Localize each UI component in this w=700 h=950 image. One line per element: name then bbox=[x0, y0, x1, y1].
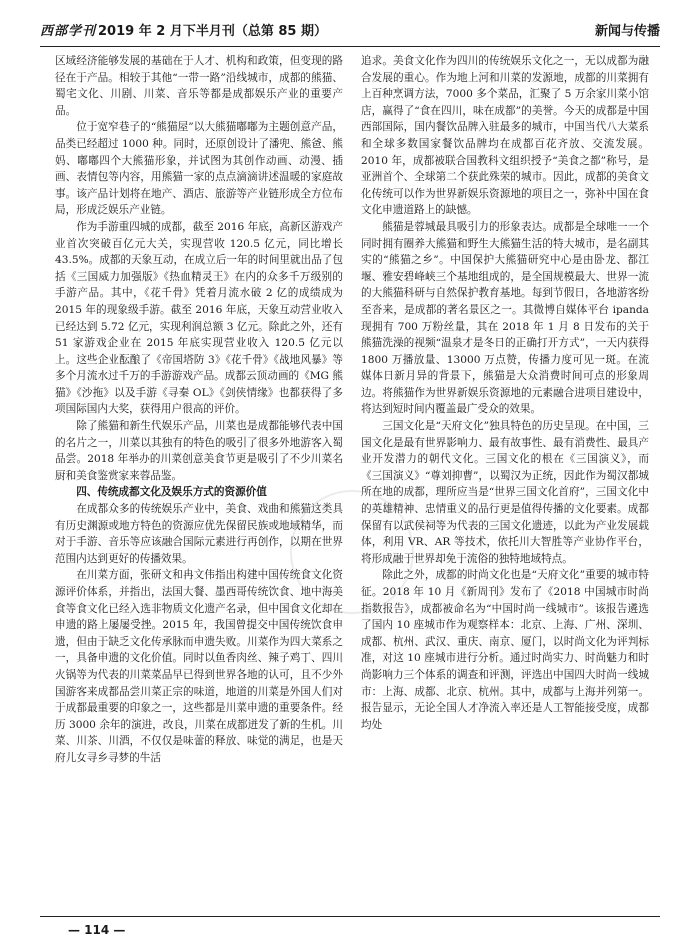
right-column bbox=[361, 53, 649, 923]
body-paragraph: 除此之外，成都的时尚文化也是“天府文化”重要的城市特征。2018 年 10 月《新周刊》发布了《2018 中国城市时尚指数报告》，成都被命名为“中国时尚一线城市”。该报告遴选了国内 10 座城市作为观察样本：北京、上海、广州、深圳、成都、杭州、武汉、重庆、南京、厦门，以时尚文化为评判标准，对这 10 座城市进行分析。通过时尚实力、时尚魅力和时尚影响力三个体系的调查和评测，评选出中国四大时尚一线城市：上海、成都、北京、杭州。其中，成都与上海并列第一。报告显示，无论全国人才净流入率还是人工智能接受度，成都均处 bbox=[361, 569, 649, 731]
body-paragraph: 三国文化是“天府文化”独具特色的历史呈现。在中国，三国文化是最有世界影响力、最有故事性、最有消费性、最具产业开发潜力的朝代文化。三国文化的根在《三国演义》，而《三国演义》“尊刘抑曹”，以蜀汉为正统，因此作为蜀汉都城所在地的成都，理所应当是“世界三国文化首府”，三国文化中的英雄精神、忠情重义的品行更是值得传播的文化要素。成都保留有以武侯祠等为代表的三国文化遗迹，以此为产业发展载体，利用 VR、AR 等技术，依托川大智胜等产业协作平台，将形成融于世界却免于流俗的独特地域特点。 bbox=[361, 420, 649, 565]
body-paragraph: 作为手游重四城的成都，截至 2016 年底，高新区游戏产业首次突破百亿元大关，实现营收 120.5 亿元，同比增长 43.5%。成都的天象互动，在成立后一年的时间里就出品了包括《三国威力加强版》《热血精灵王》在内的众多千万级别的手游产品。其中，《花千骨》凭着月流水破 2 亿的成绩成为 2015 年的现象级手游。截至 2016 年底，天象互动营业收入已经达到 5.72 亿元，实现利润总额 3 亿元。除此之外，还有 51 家游戏企业在 2015 年底实现营业收入 120.5 亿元以上。这些企业酝酿了《帝国塔防 3》《花千骨》《战地风暴》等多个月流水过千万的手游游戏产品。成都云顶动画的《MG 熊猫》《沙拖》以及手游《寻秦 OL》《剑侠情缘》也都获得了多项国际国内大奖，获得用户很高的评价。 bbox=[55, 220, 343, 416]
watermark-seal bbox=[290, 490, 414, 614]
page-header bbox=[40, 16, 660, 47]
section-title: 新闻与传播 bbox=[594, 24, 660, 39]
body-paragraph: 熊猫是蓉城最具吸引力的形象表达。成都是全球唯一一个同时拥有圈养大熊猫和野生大熊猫生活的特大城市，是名副其实的“熊猫之乡”。中国保护大熊猫研究中心是由卧龙、都江堰、雅安碧峰峡三个基地组成的，是全国规模最大、世界一流的大熊猫科研与自然保护教育基地。每到节假日，各地游客纷至沓来，是成都的著名景区之一。其微博自媒体平台 ipanda 现拥有 700 万粉丝量，其在 2018 年 1 月 8 日发布的关于熊猫洗澡的视频“温泉才是冬日的正确打开方式”，一天内获得 1800 万播放量、13000 万点赞，传播力度可见一斑。在流媒体日新月异的背景下，熊猫是大众消费时间可点的形象周边。将熊猫作为世界新娱乐资源地的元素融合进项目建设中，将达到短时间内覆盖最广受众的效果。 bbox=[361, 220, 649, 416]
body-paragraph: 在成都众多的传统娱乐产业中，美食、戏曲和熊猫这类具有历史渊源或地方特色的资源应优先保留民族或地域精华，而对于手游、音乐等应该融合国际元素进行再创作，以期在世界范围内达到更好的传播效果。 bbox=[55, 503, 343, 565]
page-number: — 114 — bbox=[68, 923, 126, 937]
body-paragraph: 在川菜方面，张研文和冉文伟指出构建中国传统食文化资源评价体系，并指出，法国大餐、墨西哥传统饮食、地中海美食等食文化已经入选非物质文化遗产名录，但中国食文化却在申遗的路上屡屡受挫。2015 年，我国曾提交中国传统饮食申遗，但由于缺乏文化传承脉而申遗失败。川菜作为四大菜系之一，具备申遗的文化价值。同时以鱼香肉丝、辣子鸡丁、四川火锅等为代表的川菜菜品早已得到世界各地的认可，且不少外国游客来成都品尝川菜正宗的味道，地道的川菜是外国人们对于成都最重要的印象之一，这些都是川菜申遗的重要条件。经历 3000 余年的演进，改良，川菜在成都迸发了新的生机。川菜、川茶、川酒，不仅仅是味蕾的释放、味觉的满足，也是天府儿女寻乡寻梦的牛活 bbox=[55, 569, 343, 764]
body-paragraph: 追求。美食文化作为四川的传统娱乐文化之一，无以成都为融合发展的重心。作为地上河和川菜的发源地，成都的川菜拥有上百种烹调方法，7000 多个菜品，汇聚了 5 万余家川菜小馆店，赢得了“食在四川，味在成都”的美誉。今天的成都是中国西部国际，国内餐饮品牌入驻最多的城市，中国当代八大菜系和全球多数国家餐饮品牌均在成都百花齐放、交流发展。2010 年，成都被联合国教科文组织授予“美食之都”称号，是亚洲首个、全球第二个获此殊荣的城市。因此，成都的美食文化传统可以作为世界新娱乐资源地的项目之一，弥补中国在食文化申遗道路上的缺憾。 bbox=[361, 55, 649, 217]
section-heading: 四、传统成都文化及娱乐方式的资源价值 bbox=[76, 486, 267, 499]
journal-masthead bbox=[40, 20, 327, 39]
body-paragraph: 位于宽窄巷子的“熊猫屋”以大熊猫嘟嘟为主题创意产品，品类已经超过 1000 种。同时，还原创设计了潘兜、熊爸、熊妈、嘟嘟四个大熊猫形象，并试图为其创作动画、动漫、插画、表情包等内容，用熊猫一家的点点滴滴讲述温暖的家庭故事。该产品计划将在地产、酒店、旅游等产业链形成全方位布局，形成泛娱乐产业链。 bbox=[55, 121, 343, 217]
body-paragraph: 除了熊猫和新生代娱乐产品，川菜也是成都能够代表中国的名片之一，川菜以其独有的特色的吸引了很多外地游客入蜀品尝。2018 年举办的川菜创意美食节更是吸引了不少川菜名厨和美食鉴赏家来蓉品鉴。 bbox=[55, 420, 343, 482]
issue-info: 2019 年 2 月下半月刊（总第 85 期） bbox=[98, 24, 327, 39]
left-column bbox=[55, 53, 343, 923]
journal-logo: 西部学刊 bbox=[40, 24, 97, 39]
body-paragraph: 区域经济能够发展的基础在于人才、机构和政策，但变现的路径在于产品。相较于其他“一带一路”沿线城市，成都的熊猫、蜀宅文化、川剧、川菜、音乐等都是成都娱乐产业的重要产品。 bbox=[55, 55, 343, 117]
page-footer bbox=[40, 916, 660, 941]
